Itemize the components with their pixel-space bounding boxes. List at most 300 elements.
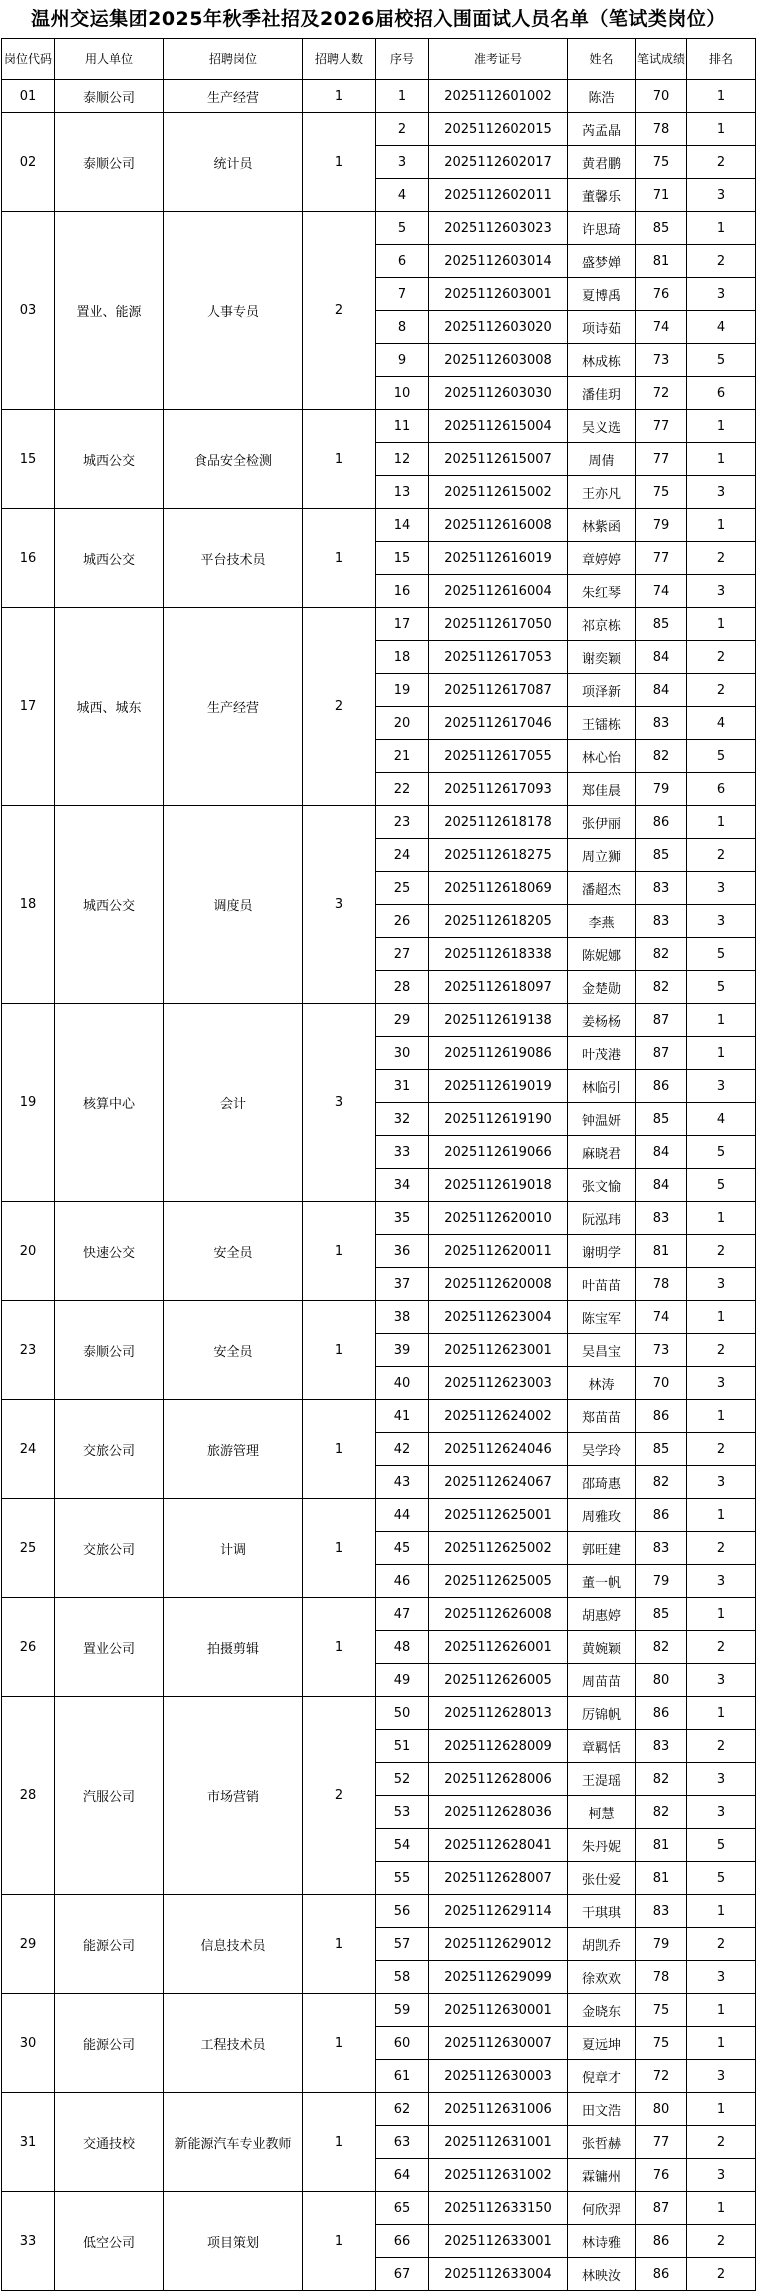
score-cell: 75 (636, 2027, 687, 2060)
ticket-number-cell: 2025112615002 (429, 476, 568, 509)
candidate-name-cell: 谢奕颖 (568, 641, 636, 674)
seq-cell: 54 (376, 1829, 429, 1862)
position-cell: 拍摄剪辑 (164, 1598, 303, 1697)
ticket-number-cell: 2025112633001 (429, 2225, 568, 2258)
ticket-number-cell: 2025112602015 (429, 113, 568, 146)
rank-cell: 1 (687, 212, 756, 245)
ticket-number-cell: 2025112628013 (429, 1697, 568, 1730)
score-cell: 86 (636, 1697, 687, 1730)
seq-cell: 43 (376, 1466, 429, 1499)
header-position: 招聘岗位 (164, 39, 303, 80)
ticket-number-cell: 2025112628009 (429, 1730, 568, 1763)
score-cell: 86 (636, 1400, 687, 1433)
ticket-number-cell: 2025112630003 (429, 2060, 568, 2093)
rank-cell: 4 (687, 1103, 756, 1136)
rank-cell: 1 (687, 443, 756, 476)
employer-cell: 城西公交 (55, 410, 164, 509)
score-cell: 74 (636, 1301, 687, 1334)
hire-count-cell: 3 (303, 806, 376, 1004)
ticket-number-cell: 2025112619066 (429, 1136, 568, 1169)
seq-cell: 42 (376, 1433, 429, 1466)
employer-cell: 交通技校 (55, 2093, 164, 2192)
rank-cell: 3 (687, 2060, 756, 2093)
ticket-number-cell: 2025112631002 (429, 2159, 568, 2192)
seq-cell: 9 (376, 344, 429, 377)
rank-cell: 5 (687, 1169, 756, 1202)
position-code-cell: 24 (2, 1400, 55, 1499)
employer-cell: 能源公司 (55, 1895, 164, 1994)
score-cell: 83 (636, 707, 687, 740)
ticket-number-cell: 2025112618178 (429, 806, 568, 839)
candidate-name-cell: 周苗苗 (568, 1664, 636, 1697)
ticket-number-cell: 2025112624046 (429, 1433, 568, 1466)
rank-cell: 5 (687, 1862, 756, 1895)
position-code-cell: 01 (2, 80, 55, 113)
table-row (2, 2093, 756, 2126)
ticket-number-cell: 2025112603023 (429, 212, 568, 245)
seq-cell: 50 (376, 1697, 429, 1730)
rank-cell: 2 (687, 1334, 756, 1367)
candidate-name-cell: 阮泓玮 (568, 1202, 636, 1235)
candidate-name-cell: 朱红琴 (568, 575, 636, 608)
score-cell: 79 (636, 1928, 687, 1961)
position-cell: 会计 (164, 1004, 303, 1202)
seq-cell: 32 (376, 1103, 429, 1136)
seq-cell: 27 (376, 938, 429, 971)
candidate-name-cell: 郭旺建 (568, 1532, 636, 1565)
score-cell: 87 (636, 1004, 687, 1037)
rank-cell: 2 (687, 839, 756, 872)
seq-cell: 51 (376, 1730, 429, 1763)
seq-cell: 3 (376, 146, 429, 179)
table-row (2, 608, 756, 641)
table-row (2, 806, 756, 839)
candidate-name-cell: 许思琦 (568, 212, 636, 245)
seq-cell: 63 (376, 2126, 429, 2159)
candidate-name-cell: 胡惠婷 (568, 1598, 636, 1631)
rank-cell: 3 (687, 476, 756, 509)
position-code-cell: 28 (2, 1697, 55, 1895)
rank-cell: 3 (687, 872, 756, 905)
score-cell: 81 (636, 1862, 687, 1895)
position-code-cell: 16 (2, 509, 55, 608)
candidate-name-cell: 吴学玲 (568, 1433, 636, 1466)
ticket-number-cell: 2025112617087 (429, 674, 568, 707)
candidate-name-cell: 金晓东 (568, 1994, 636, 2027)
header-seq: 序号 (376, 39, 429, 80)
rank-cell: 1 (687, 1301, 756, 1334)
rank-cell: 1 (687, 2027, 756, 2060)
ticket-number-cell: 2025112624067 (429, 1466, 568, 1499)
candidate-name-cell: 陈妮娜 (568, 938, 636, 971)
rank-cell: 2 (687, 1532, 756, 1565)
score-cell: 83 (636, 905, 687, 938)
candidate-name-cell: 姜杨杨 (568, 1004, 636, 1037)
position-cell: 工程技术员 (164, 1994, 303, 2093)
employer-cell: 置业、能源 (55, 212, 164, 410)
ticket-number-cell: 2025112629012 (429, 1928, 568, 1961)
ticket-number-cell: 2025112629099 (429, 1961, 568, 1994)
seq-cell: 13 (376, 476, 429, 509)
score-cell: 80 (636, 2093, 687, 2126)
candidate-name-cell: 陈浩 (568, 80, 636, 113)
ticket-number-cell: 2025112630007 (429, 2027, 568, 2060)
ticket-number-cell: 2025112631006 (429, 2093, 568, 2126)
candidate-name-cell: 厉锦帆 (568, 1697, 636, 1730)
seq-cell: 37 (376, 1268, 429, 1301)
ticket-number-cell: 2025112617046 (429, 707, 568, 740)
hire-count-cell: 2 (303, 1697, 376, 1895)
seq-cell: 2 (376, 113, 429, 146)
candidate-name-cell: 王镭栋 (568, 707, 636, 740)
seq-cell: 23 (376, 806, 429, 839)
score-cell: 78 (636, 1961, 687, 1994)
seq-cell: 34 (376, 1169, 429, 1202)
candidate-name-cell: 潘佳玥 (568, 377, 636, 410)
rank-cell: 1 (687, 509, 756, 542)
table-row (2, 1202, 756, 1235)
rank-cell: 2 (687, 245, 756, 278)
candidate-name-cell: 田文浩 (568, 2093, 636, 2126)
score-cell: 86 (636, 1070, 687, 1103)
score-cell: 83 (636, 1532, 687, 1565)
score-cell: 85 (636, 839, 687, 872)
candidate-name-cell: 林紫函 (568, 509, 636, 542)
seq-cell: 26 (376, 905, 429, 938)
seq-cell: 14 (376, 509, 429, 542)
seq-cell: 36 (376, 1235, 429, 1268)
score-cell: 85 (636, 212, 687, 245)
candidate-name-cell: 林诗雅 (568, 2225, 636, 2258)
position-code-cell: 03 (2, 212, 55, 410)
header-ticket-number: 准考证号 (429, 39, 568, 80)
position-cell: 信息技术员 (164, 1895, 303, 1994)
ticket-number-cell: 2025112633150 (429, 2192, 568, 2225)
ticket-number-cell: 2025112616004 (429, 575, 568, 608)
candidate-name-cell: 章羁恬 (568, 1730, 636, 1763)
rank-cell: 5 (687, 740, 756, 773)
score-cell: 79 (636, 1565, 687, 1598)
candidate-name-cell: 金楚勋 (568, 971, 636, 1004)
position-code-cell: 17 (2, 608, 55, 806)
seq-cell: 33 (376, 1136, 429, 1169)
rank-cell: 6 (687, 773, 756, 806)
header-employer: 用人单位 (55, 39, 164, 80)
rank-cell: 2 (687, 2225, 756, 2258)
hire-count-cell: 1 (303, 1895, 376, 1994)
candidate-name-cell: 项诗茹 (568, 311, 636, 344)
rank-cell: 1 (687, 1037, 756, 1070)
employer-cell: 城西、城东 (55, 608, 164, 806)
candidate-name-cell: 胡凯乔 (568, 1928, 636, 1961)
ticket-number-cell: 2025112602011 (429, 179, 568, 212)
hire-count-cell: 1 (303, 80, 376, 113)
candidate-name-cell: 霖镛州 (568, 2159, 636, 2192)
rank-cell: 2 (687, 641, 756, 674)
candidate-name-cell: 吴昌宝 (568, 1334, 636, 1367)
header-hire-count: 招聘人数 (303, 39, 376, 80)
seq-cell: 20 (376, 707, 429, 740)
position-code-cell: 18 (2, 806, 55, 1004)
position-cell: 人事专员 (164, 212, 303, 410)
score-cell: 77 (636, 443, 687, 476)
seq-cell: 28 (376, 971, 429, 1004)
ticket-number-cell: 2025112629114 (429, 1895, 568, 1928)
rank-cell: 1 (687, 1994, 756, 2027)
hire-count-cell: 2 (303, 212, 376, 410)
position-code-cell: 30 (2, 1994, 55, 2093)
candidate-name-cell: 林临引 (568, 1070, 636, 1103)
ticket-number-cell: 2025112631001 (429, 2126, 568, 2159)
hire-count-cell: 2 (303, 608, 376, 806)
seq-cell: 29 (376, 1004, 429, 1037)
seq-cell: 46 (376, 1565, 429, 1598)
candidate-name-cell: 潘超杰 (568, 872, 636, 905)
score-cell: 82 (636, 1763, 687, 1796)
ticket-number-cell: 2025112623001 (429, 1334, 568, 1367)
hire-count-cell: 1 (303, 1994, 376, 2093)
employer-cell: 泰顺公司 (55, 1301, 164, 1400)
position-code-cell: 26 (2, 1598, 55, 1697)
score-cell: 86 (636, 806, 687, 839)
rank-cell: 1 (687, 1598, 756, 1631)
employer-cell: 汽服公司 (55, 1697, 164, 1895)
rank-cell: 2 (687, 2258, 756, 2291)
employer-cell: 低空公司 (55, 2192, 164, 2291)
rank-cell: 5 (687, 938, 756, 971)
candidate-name-cell: 张仕爱 (568, 1862, 636, 1895)
position-cell: 调度员 (164, 806, 303, 1004)
score-cell: 82 (636, 1631, 687, 1664)
score-cell: 71 (636, 179, 687, 212)
ticket-number-cell: 2025112616019 (429, 542, 568, 575)
table-row (2, 1301, 756, 1334)
hire-count-cell: 1 (303, 113, 376, 212)
score-cell: 84 (636, 1169, 687, 1202)
seq-cell: 62 (376, 2093, 429, 2126)
score-cell: 72 (636, 377, 687, 410)
table-row (2, 113, 756, 146)
seq-cell: 59 (376, 1994, 429, 2027)
candidate-name-cell: 张哲赫 (568, 2126, 636, 2159)
seq-cell: 25 (376, 872, 429, 905)
ticket-number-cell: 2025112603008 (429, 344, 568, 377)
hire-count-cell: 1 (303, 1499, 376, 1598)
score-cell: 82 (636, 740, 687, 773)
seq-cell: 45 (376, 1532, 429, 1565)
rank-cell: 3 (687, 1268, 756, 1301)
ticket-number-cell: 2025112619138 (429, 1004, 568, 1037)
ticket-number-cell: 2025112619086 (429, 1037, 568, 1070)
rank-cell: 2 (687, 1433, 756, 1466)
score-cell: 76 (636, 2159, 687, 2192)
candidate-name-cell: 林心怡 (568, 740, 636, 773)
seq-cell: 57 (376, 1928, 429, 1961)
ticket-number-cell: 2025112620011 (429, 1235, 568, 1268)
candidate-name-cell: 徐欢欢 (568, 1961, 636, 1994)
rank-cell: 1 (687, 1499, 756, 1532)
seq-cell: 67 (376, 2258, 429, 2291)
score-cell: 73 (636, 1334, 687, 1367)
score-cell: 84 (636, 641, 687, 674)
hire-count-cell: 1 (303, 1202, 376, 1301)
score-cell: 83 (636, 1895, 687, 1928)
score-cell: 74 (636, 575, 687, 608)
ticket-number-cell: 2025112603001 (429, 278, 568, 311)
position-code-cell: 33 (2, 2192, 55, 2291)
rank-cell: 2 (687, 1631, 756, 1664)
position-cell: 食品安全检测 (164, 410, 303, 509)
rank-cell: 5 (687, 971, 756, 1004)
rank-cell: 4 (687, 311, 756, 344)
position-code-cell: 25 (2, 1499, 55, 1598)
rank-cell: 1 (687, 1895, 756, 1928)
candidate-name-cell: 周雅玫 (568, 1499, 636, 1532)
candidate-name-cell: 叶茂港 (568, 1037, 636, 1070)
ticket-number-cell: 2025112602017 (429, 146, 568, 179)
score-cell: 83 (636, 1730, 687, 1763)
rank-cell: 1 (687, 113, 756, 146)
rank-cell: 4 (687, 707, 756, 740)
seq-cell: 39 (376, 1334, 429, 1367)
rank-cell: 1 (687, 1004, 756, 1037)
seq-cell: 41 (376, 1400, 429, 1433)
seq-cell: 11 (376, 410, 429, 443)
candidate-name-cell: 董馨乐 (568, 179, 636, 212)
rank-cell: 5 (687, 344, 756, 377)
score-cell: 84 (636, 674, 687, 707)
hire-count-cell: 3 (303, 1004, 376, 1202)
ticket-number-cell: 2025112615004 (429, 410, 568, 443)
candidate-name-cell: 夏远坤 (568, 2027, 636, 2060)
position-cell: 市场营销 (164, 1697, 303, 1895)
position-cell: 计调 (164, 1499, 303, 1598)
ticket-number-cell: 2025112625001 (429, 1499, 568, 1532)
rank-cell: 3 (687, 905, 756, 938)
employer-cell: 泰顺公司 (55, 113, 164, 212)
interview-roster-table (1, 38, 756, 2291)
rank-cell: 2 (687, 2126, 756, 2159)
table-row (2, 80, 756, 113)
ticket-number-cell: 2025112617093 (429, 773, 568, 806)
ticket-number-cell: 2025112619190 (429, 1103, 568, 1136)
seq-cell: 49 (376, 1664, 429, 1697)
ticket-number-cell: 2025112625002 (429, 1532, 568, 1565)
candidate-name-cell: 张文愉 (568, 1169, 636, 1202)
ticket-number-cell: 2025112625005 (429, 1565, 568, 1598)
seq-cell: 15 (376, 542, 429, 575)
table-row (2, 2192, 756, 2225)
candidate-name-cell: 郑佳晨 (568, 773, 636, 806)
ticket-number-cell: 2025112617050 (429, 608, 568, 641)
ticket-number-cell: 2025112603020 (429, 311, 568, 344)
rank-cell: 2 (687, 1928, 756, 1961)
position-code-cell: 31 (2, 2093, 55, 2192)
seq-cell: 40 (376, 1367, 429, 1400)
score-cell: 85 (636, 1433, 687, 1466)
rank-cell: 1 (687, 1400, 756, 1433)
score-cell: 75 (636, 146, 687, 179)
seq-cell: 47 (376, 1598, 429, 1631)
ticket-number-cell: 2025112619019 (429, 1070, 568, 1103)
candidate-name-cell: 黄君鹏 (568, 146, 636, 179)
seq-cell: 61 (376, 2060, 429, 2093)
position-cell: 项目策划 (164, 2192, 303, 2291)
score-cell: 81 (636, 1829, 687, 1862)
table-row (2, 509, 756, 542)
ticket-number-cell: 2025112618069 (429, 872, 568, 905)
score-cell: 77 (636, 542, 687, 575)
table-row (2, 212, 756, 245)
candidate-name-cell: 盛梦婵 (568, 245, 636, 278)
page-title: 温州交运集团2025年秋季社招及2026届校招入围面试人员名单（笔试类岗位） (31, 8, 726, 30)
ticket-number-cell: 2025112618097 (429, 971, 568, 1004)
ticket-number-cell: 2025112620010 (429, 1202, 568, 1235)
candidate-name-cell: 祁京栋 (568, 608, 636, 641)
seq-cell: 30 (376, 1037, 429, 1070)
ticket-number-cell: 2025112620008 (429, 1268, 568, 1301)
candidate-name-cell: 周倩 (568, 443, 636, 476)
candidate-name-cell: 黄婉颖 (568, 1631, 636, 1664)
hire-count-cell: 1 (303, 1400, 376, 1499)
seq-cell: 4 (376, 179, 429, 212)
ticket-number-cell: 2025112601002 (429, 80, 568, 113)
employer-cell: 泰顺公司 (55, 80, 164, 113)
table-header-row (2, 39, 756, 80)
seq-cell: 64 (376, 2159, 429, 2192)
score-cell: 76 (636, 278, 687, 311)
rank-cell: 3 (687, 278, 756, 311)
seq-cell: 12 (376, 443, 429, 476)
candidate-name-cell: 林涛 (568, 1367, 636, 1400)
score-cell: 83 (636, 1202, 687, 1235)
rank-cell: 2 (687, 674, 756, 707)
seq-cell: 55 (376, 1862, 429, 1895)
score-cell: 82 (636, 971, 687, 1004)
score-cell: 81 (636, 245, 687, 278)
ticket-number-cell: 2025112603014 (429, 245, 568, 278)
score-cell: 79 (636, 509, 687, 542)
seq-cell: 58 (376, 1961, 429, 1994)
seq-cell: 22 (376, 773, 429, 806)
rank-cell: 1 (687, 2093, 756, 2126)
ticket-number-cell: 2025112618205 (429, 905, 568, 938)
candidate-name-cell: 何欣羿 (568, 2192, 636, 2225)
seq-cell: 65 (376, 2192, 429, 2225)
position-code-cell: 29 (2, 1895, 55, 1994)
candidate-name-cell: 干琪琪 (568, 1895, 636, 1928)
rank-cell: 3 (687, 1961, 756, 1994)
table-body (2, 80, 756, 2291)
rank-cell: 1 (687, 2192, 756, 2225)
ticket-number-cell: 2025112617055 (429, 740, 568, 773)
candidate-name-cell: 钟温妍 (568, 1103, 636, 1136)
seq-cell: 31 (376, 1070, 429, 1103)
score-cell: 70 (636, 1367, 687, 1400)
table-row (2, 1400, 756, 1433)
score-cell: 75 (636, 476, 687, 509)
ticket-number-cell: 2025112633004 (429, 2258, 568, 2291)
table-row (2, 1994, 756, 2027)
rank-cell: 3 (687, 179, 756, 212)
position-cell: 统计员 (164, 113, 303, 212)
rank-cell: 1 (687, 80, 756, 113)
seq-cell: 38 (376, 1301, 429, 1334)
hire-count-cell: 1 (303, 2093, 376, 2192)
rank-cell: 3 (687, 2159, 756, 2192)
score-cell: 85 (636, 1103, 687, 1136)
rank-cell: 3 (687, 1796, 756, 1829)
